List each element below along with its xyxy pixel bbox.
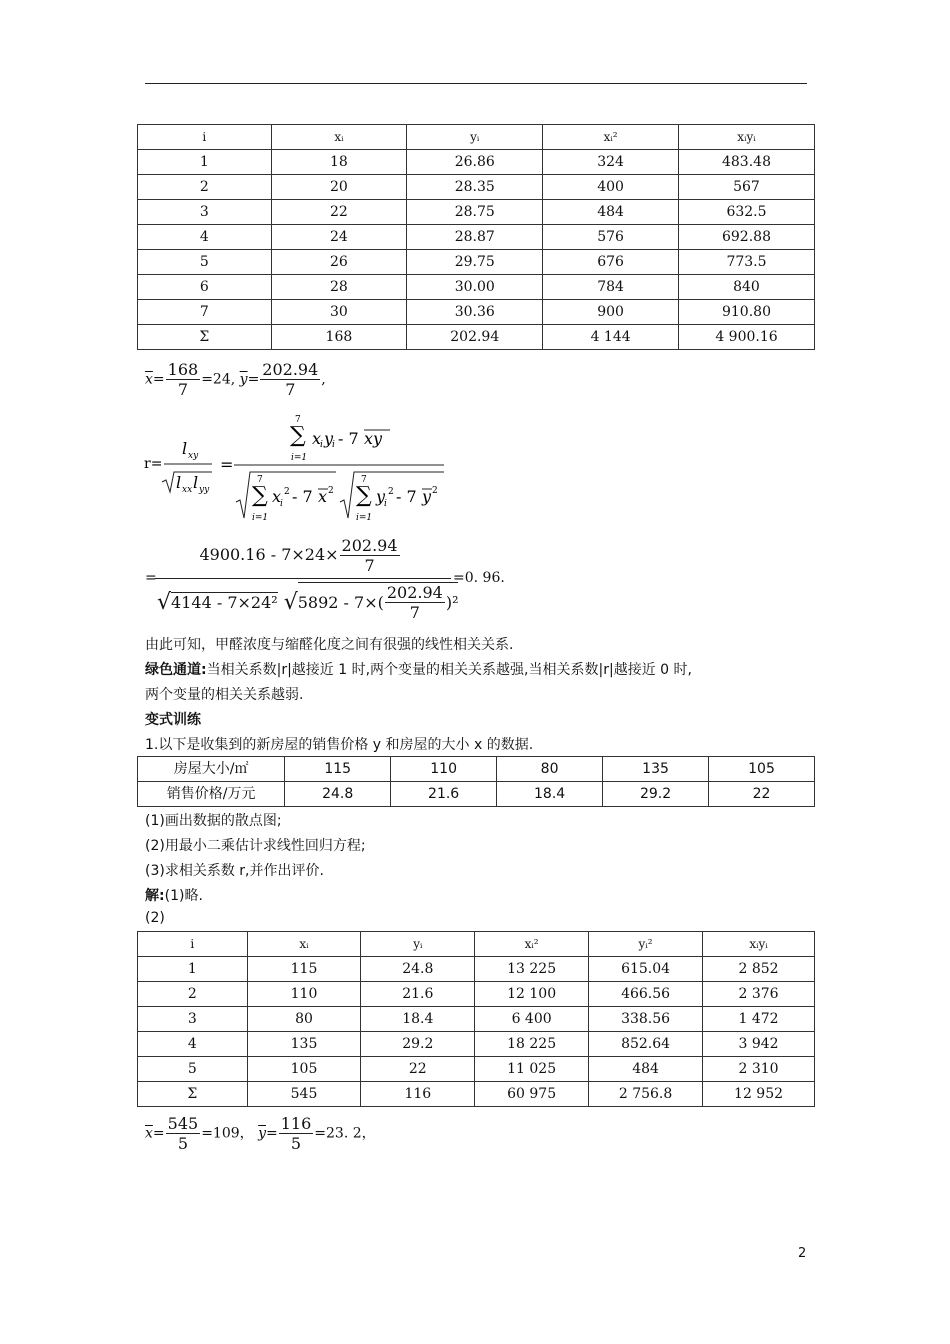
table-cell: 60 975	[475, 1082, 589, 1107]
table-cell: 900	[543, 300, 679, 325]
table-cell: 116	[361, 1082, 475, 1107]
table-cell: 784	[543, 275, 679, 300]
table-row	[138, 1007, 815, 1032]
table-row	[138, 1032, 815, 1057]
svg-text:7: 7	[257, 475, 263, 485]
table-cell: 18.4	[361, 1007, 475, 1032]
svg-text:i: i	[332, 440, 335, 450]
table-cell: 12 100	[475, 982, 589, 1007]
table-cell: 3	[138, 1007, 248, 1032]
table-cell: 18	[271, 150, 407, 175]
solution-part-2: (2)	[145, 910, 165, 926]
table-cell: 110	[247, 982, 361, 1007]
mean-line-2: $\overline{x}=$ $\frac{545}{5}$ =109， $\overline{y}=$ $\frac{116}{5}$ =23. 2，	[145, 1114, 376, 1153]
solution-line: 解:(1)略.	[145, 888, 203, 904]
svg-text:7: 7	[361, 475, 367, 485]
table-cell: 1 472	[703, 1007, 815, 1032]
table-header-cell: xᵢ	[271, 125, 407, 150]
svg-text:2: 2	[388, 487, 394, 497]
table-cell: 338.56	[589, 1007, 703, 1032]
table-cell: 22	[271, 200, 407, 225]
svg-text:y: y	[324, 429, 334, 448]
table-row	[138, 200, 815, 225]
table-row	[138, 757, 815, 782]
table-cell: 28	[271, 275, 407, 300]
svg-text:2: 2	[328, 486, 334, 496]
table-cell: 852.64	[589, 1032, 703, 1057]
table-cell: 3	[138, 200, 272, 225]
svg-text:y: y	[422, 487, 432, 506]
table-cell: 28.87	[407, 225, 543, 250]
svg-text:xy: xy	[188, 451, 199, 461]
table-header-cell: yᵢ	[407, 125, 543, 150]
table-cell: 910.80	[678, 300, 814, 325]
svg-text:∑: ∑	[290, 423, 306, 448]
mean-y-fraction: $\frac{202.94}{7}$	[262, 360, 319, 399]
table-cell: 115	[247, 957, 361, 982]
sub-question-3: (3)求相关系数 r,并作出评价.	[145, 863, 324, 879]
table-cell: 483.48	[678, 150, 814, 175]
table-cell: 29.2	[603, 782, 709, 807]
svg-text:∑: ∑	[252, 483, 268, 508]
page-number: 2	[798, 1246, 807, 1261]
table-cell: 692.88	[678, 225, 814, 250]
table-cell: 80	[497, 757, 603, 782]
svg-text:i=1: i=1	[291, 453, 308, 463]
svg-text:yy: yy	[199, 485, 210, 495]
table-cell: 2 376	[703, 982, 815, 1007]
table-cell: 2 756.8	[589, 1082, 703, 1107]
mean-x-fraction: $\frac{168}{7}$	[167, 360, 199, 399]
svg-text:i: i	[320, 440, 323, 450]
table-cell: 484	[589, 1057, 703, 1082]
svg-text:xy: xy	[364, 429, 383, 448]
table-cell: 105	[247, 1057, 361, 1082]
table-header-cell: yᵢ²	[589, 932, 703, 957]
table-cell: 576	[543, 225, 679, 250]
table-cell: 29.75	[407, 250, 543, 275]
svg-text:- 7: - 7	[292, 487, 313, 506]
table-cell: 24.8	[285, 782, 391, 807]
table-cell: 5	[138, 1057, 248, 1082]
table-cell: 135	[603, 757, 709, 782]
header-rule	[145, 83, 807, 84]
table-row	[138, 325, 815, 350]
table-row	[138, 275, 815, 300]
table-cell: 5	[138, 250, 272, 275]
table-cell: 2	[138, 982, 248, 1007]
svg-text:r=: r=	[144, 456, 163, 472]
svg-text:xx: xx	[182, 485, 193, 495]
table-row	[138, 225, 815, 250]
table-cell: 115	[285, 757, 391, 782]
table-cell: 22	[709, 782, 815, 807]
svg-text:- 7: - 7	[396, 487, 417, 506]
table-row	[138, 982, 815, 1007]
table-cell: 30.00	[407, 275, 543, 300]
table-header-cell: i	[138, 125, 272, 150]
svg-text:- 7: - 7	[338, 429, 359, 448]
table-header-cell: xᵢ	[247, 932, 361, 957]
table-cell: 26	[271, 250, 407, 275]
table-cell: 7	[138, 300, 272, 325]
table-cell: 2	[138, 175, 272, 200]
svg-text:2: 2	[432, 486, 438, 496]
table-cell: 4 900.16	[678, 325, 814, 350]
green-channel-line-2: 两个变量的相关关系越弱.	[145, 687, 304, 703]
table-cell: 840	[678, 275, 814, 300]
table-row	[138, 957, 815, 982]
svg-text:y: y	[376, 487, 386, 506]
table-cell: 632.5	[678, 200, 814, 225]
table-header-cell: i	[138, 932, 248, 957]
svg-text:x: x	[312, 429, 322, 448]
table-cell: 24	[271, 225, 407, 250]
svg-text:7: 7	[295, 415, 301, 425]
table-cell: 3 942	[703, 1032, 815, 1057]
table-cell: 4 144	[543, 325, 679, 350]
table-row	[138, 1057, 815, 1082]
question-1: 1.以下是收集到的新房屋的销售价格 y 和房屋的大小 x 的数据.	[145, 737, 534, 753]
table-cell: 110	[391, 757, 497, 782]
table-cell: 773.5	[678, 250, 814, 275]
table-cell: 484	[543, 200, 679, 225]
table-cell: 22	[361, 1057, 475, 1082]
svg-text:x: x	[272, 487, 282, 506]
table-header-cell: xᵢ²	[543, 125, 679, 150]
table-row	[138, 250, 815, 275]
table-cell: 676	[543, 250, 679, 275]
table-cell: 24.8	[361, 957, 475, 982]
table-row	[138, 1082, 815, 1107]
mean-line-1: $\overline{x}=$ $\frac{168}{7}$ =24, $\overline{y}=$ $\frac{202.94}{7}$ ,	[145, 360, 326, 399]
table-cell: 4	[138, 225, 272, 250]
table-cell: 26.86	[407, 150, 543, 175]
table-cell: 6	[138, 275, 272, 300]
table-header-row	[138, 932, 815, 957]
table-cell: 6 400	[475, 1007, 589, 1032]
svg-text:2: 2	[284, 487, 290, 497]
table-header-cell: xᵢ²	[475, 932, 589, 957]
svg-text:x: x	[318, 487, 328, 506]
svg-text:∑: ∑	[356, 483, 372, 508]
table-cell: 18 225	[475, 1032, 589, 1057]
table-cell: 29.2	[361, 1032, 475, 1057]
table-cell: 销售价格/万元	[138, 782, 285, 807]
table-cell: 2 310	[703, 1057, 815, 1082]
green-channel-line-1: 绿色通道:当相关系数|r|越接近 1 时,两个变量的相关关系越强,当相关系数|r|越接近 0 时,	[145, 662, 692, 678]
table-cell: 21.6	[361, 982, 475, 1007]
table-cell: 105	[709, 757, 815, 782]
sub-question-2: (2)用最小二乘估计求线性回归方程;	[145, 838, 366, 854]
table-cell: 615.04	[589, 957, 703, 982]
svg-text:l: l	[182, 439, 188, 458]
svg-text:i: i	[280, 499, 283, 509]
table-row	[138, 782, 815, 807]
table-row	[138, 175, 815, 200]
table-cell: 168	[271, 325, 407, 350]
table-cell: 11 025	[475, 1057, 589, 1082]
table-header-row	[138, 125, 815, 150]
table-row	[138, 300, 815, 325]
table-cell: 2 852	[703, 957, 815, 982]
table-header-cell: xᵢyᵢ	[703, 932, 815, 957]
table-cell: 30.36	[407, 300, 543, 325]
table-header-cell: xᵢyᵢ	[678, 125, 814, 150]
table-cell: 324	[543, 150, 679, 175]
exercise-title: 变式训练	[145, 712, 201, 728]
table-cell: 12 952	[703, 1082, 815, 1107]
svg-text:l: l	[176, 473, 182, 492]
table-cell: 30	[271, 300, 407, 325]
table-cell: 80	[247, 1007, 361, 1032]
table-header-cell: yᵢ	[361, 932, 475, 957]
table-cell: Σ	[138, 325, 272, 350]
table-cell: 567	[678, 175, 814, 200]
table-cell: 135	[247, 1032, 361, 1057]
table-cell: Σ	[138, 1082, 248, 1107]
svg-text:=: =	[220, 455, 234, 474]
sub-question-1: (1)画出数据的散点图;	[145, 813, 282, 829]
table-row	[138, 150, 815, 175]
mean2-y-fraction: $\frac{116}{5}$	[280, 1114, 312, 1153]
data-table-1	[137, 124, 815, 350]
correlation-formula	[140, 410, 460, 530]
svg-text:i=1: i=1	[356, 513, 373, 523]
house-data-table	[137, 756, 815, 807]
table-cell: 466.56	[589, 982, 703, 1007]
numeric-calculation: = 4900.16 - 7×24× $\frac{202.94}{7}$ √ 4144 - 7×24² √ 5892 - 7×( $\frac{202.94}{7}$ )² =0. 96.	[145, 536, 505, 622]
table-cell: 1	[138, 150, 272, 175]
table-cell: 13 225	[475, 957, 589, 982]
mean2-x-fraction: $\frac{545}{5}$	[167, 1114, 199, 1153]
table-cell: 400	[543, 175, 679, 200]
table-cell: 4	[138, 1032, 248, 1057]
table-cell: 21.6	[391, 782, 497, 807]
svg-text:i: i	[384, 499, 387, 509]
svg-text:l: l	[193, 473, 199, 492]
table-cell: 1	[138, 957, 248, 982]
svg-text:i=1: i=1	[252, 513, 269, 523]
table-cell: 20	[271, 175, 407, 200]
table-cell: 28.75	[407, 200, 543, 225]
table-cell: 202.94	[407, 325, 543, 350]
table-cell: 545	[247, 1082, 361, 1107]
table-cell: 房屋大小/㎡	[138, 757, 285, 782]
table-cell: 28.35	[407, 175, 543, 200]
data-table-2	[137, 931, 815, 1107]
conclusion-text: 由此可知，甲醛浓度与缩醛化度之间有很强的线性相关关系.	[145, 637, 514, 653]
table-cell: 18.4	[497, 782, 603, 807]
